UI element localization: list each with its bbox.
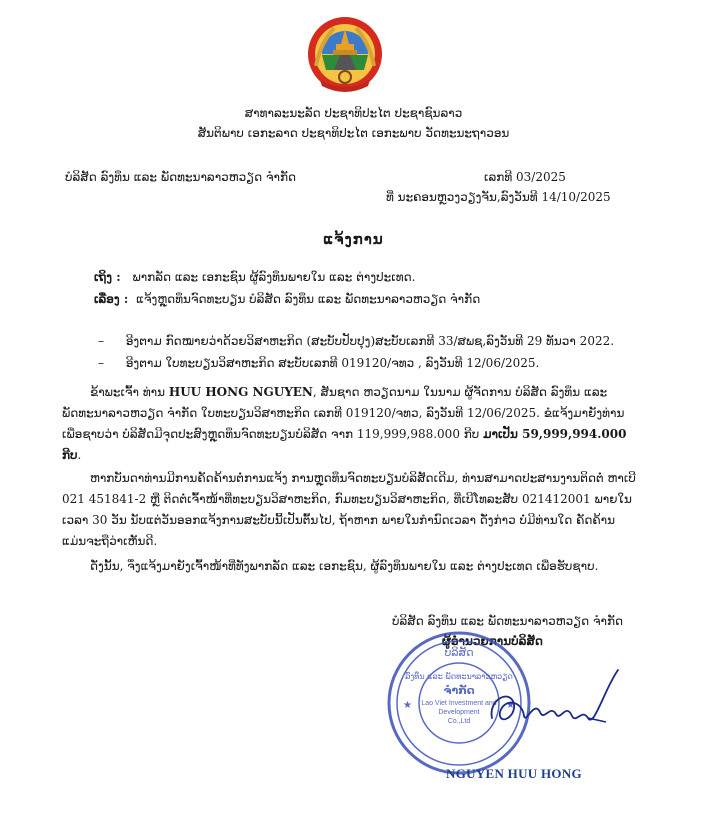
subject-text: ແຈ້ງຫຼຸດທຶນຈົດທະບຽນ ບໍລິສັດ ລົງທຶນ ແລະ ພັດທະນາລາວຫວຽດ ຈໍາກັດ (136, 292, 481, 306)
document-title: ແຈ້ງການ (323, 230, 384, 248)
signatory-role: ຜູ້ອໍານວຍການບໍລິສັດ (442, 634, 543, 648)
svg-text:★: ★ (403, 700, 412, 711)
national-motto: ສັນຕິພາບ ເອກະລາດ ປະຊາທິປະໄຕ ເອກະພາບ ວັດທະນະຖາວອນ (197, 126, 510, 140)
paragraph-objection: ຫາກບັນດາທ່ານມີການຄັດຄ້ານຕໍ່ການແຈ້ງ ການຫຼຸດທຶນຈົດທະບຽນບໍລິສັດເດີມ, ທ່ານສາມາດປະສານງານຕິດຕໍ່ ຫາເບີ 021 451841-2 ຫຼື ຕິດຕໍ່ເຈົ້າໜ້າທີ່ທະບຽນວິສາຫະກິດ, ກົມທະບຽນວິສາຫະກິດ, ທີ່ເບີໂທລະສັບ 021412001 ພາຍໃນເວລາ 30 ວັນ ນັບແຕ່ວັນອອກແຈ້ງການສະບັບນີ້ເປັນຕົ້ນໄປ, ຖ້າຫາກ ພາຍໃນກໍານົດເວລາ ດັ່ງກ່າວ ບໍ່ມີທ່ານໃດ ຄັດຄ້ານແມ່ນຈະຖືວ່າເຫັນດີ. (62, 471, 636, 548)
company-name: ບໍລິສັດ ລົງທຶນ ແລະ ພັດທະນາລາວຫວຽດ ຈໍາກັດ (65, 170, 297, 184)
signatory-company: ບໍລິສັດ ລົງທຶນ ແລະ ພັດທະນາລາວຫວຽດ ຈໍາກັດ (392, 614, 624, 628)
paragraph-closing: ດັ່ງນັ້ນ, ຈຶ່ງແຈ້ງມາຍັງເຈົ້າໜ້າທີ່ທັງພາກລັດ ແລະ ເອກະຊົນ, ຜູ້ລົງທຶນພາຍໃນ ແລະ ຕ່າງປະເທດ ເພື່ອຮັບຊາບ. (90, 559, 599, 573)
stamp-text-5: Development (438, 709, 480, 716)
stamp-text-4: Lao Viet Investment and (421, 700, 497, 707)
reference-item: – ອີງຕາມ ໃບທະບຽນວິສາຫະກິດ ສະບັບເລກທີ 019120/ຈທວ , ລົງວັນທີ 12/06/2025. (98, 356, 540, 370)
subject-label: ເລື່ອງ : (94, 292, 129, 306)
stamp-text-2: ລົງທຶນ ແລະ ພັດທະນາລາວຫວຽດ (405, 672, 513, 681)
manager-name: HUU HONG NGUYEN (168, 385, 313, 399)
stamp-text-1: ບໍລິສັດ (444, 646, 474, 659)
document-place-date: ທີ່ ນະຄອນຫຼວງວຽງຈັນ,ລົງວັນທີ 14/10/2025 (386, 190, 611, 204)
signatory-name: NGUYEN HUU HONG (446, 766, 582, 781)
subject-line (94, 292, 480, 307)
new-capital: ມາເປັນ 59,999,994.000 ກີບ (62, 427, 627, 462)
country-name: ສາທາລະນະລັດ ປະຊາທິປະໄຕ ປະຊາຊົນລາວ (244, 106, 463, 120)
reference-item: – ອີງຕາມ ກົດໝາຍວ່າດ້ວຍວິສາຫະກິດ (ສະບັບປັບປຸງ)ສະບັບເລກທີ 33/ສພຊ,ລົງວັນທີ 29 ທັນວາ 2022. (98, 334, 615, 348)
svg-text:★: ★ (506, 700, 515, 711)
to-text: ພາກລັດ ແລະ ເອກະຊົນ ຜູ້ລົງທຶນພາຍໃນ ແລະ ຕ່າງປະເທດ. (132, 270, 416, 284)
bullet-dash: – (98, 356, 104, 370)
document-number: ເລກທີ 03/2025 (484, 170, 566, 184)
lao-national-emblem-icon (306, 14, 384, 94)
stamp-text-6: Co.,Ltd (447, 718, 471, 725)
to-label: ເຖິງ : (94, 270, 121, 284)
handwritten-signature (480, 660, 630, 750)
stamp-text-3: ຈໍາກັດ (443, 684, 475, 697)
bullet-dash: – (98, 334, 104, 348)
to-line (94, 270, 415, 285)
paragraph-notice: ຂ້າພະເຈົ້າ ທ່ານ HUU HONG NGUYEN, ສັນຊາດ ຫວຽດນາມ ໃນນາມ ຜູ້ຈັດການ ບໍລິສັດ ລົງທຶນ ແລະ ພັດທະນາລາວຫວຽດ ຈໍາກັດ ໃບທະບຽນວິສາຫະກິດ ເລກທີ 019120/ຈທວ, ລົງວັນທີ 12/06/2025. ຂໍແຈ້ງມາຍັງທ່ານເພື່ອຊາບວ່າ ບໍລິສັດມີຈຸດປະສົງຫຼຸດທຶນຈົດທະບຽນບໍລິສັດ ຈາກ 119,999,988.000 ກີບ ມາເປັນ 59,999,994.000 ກີບ. (62, 385, 627, 462)
